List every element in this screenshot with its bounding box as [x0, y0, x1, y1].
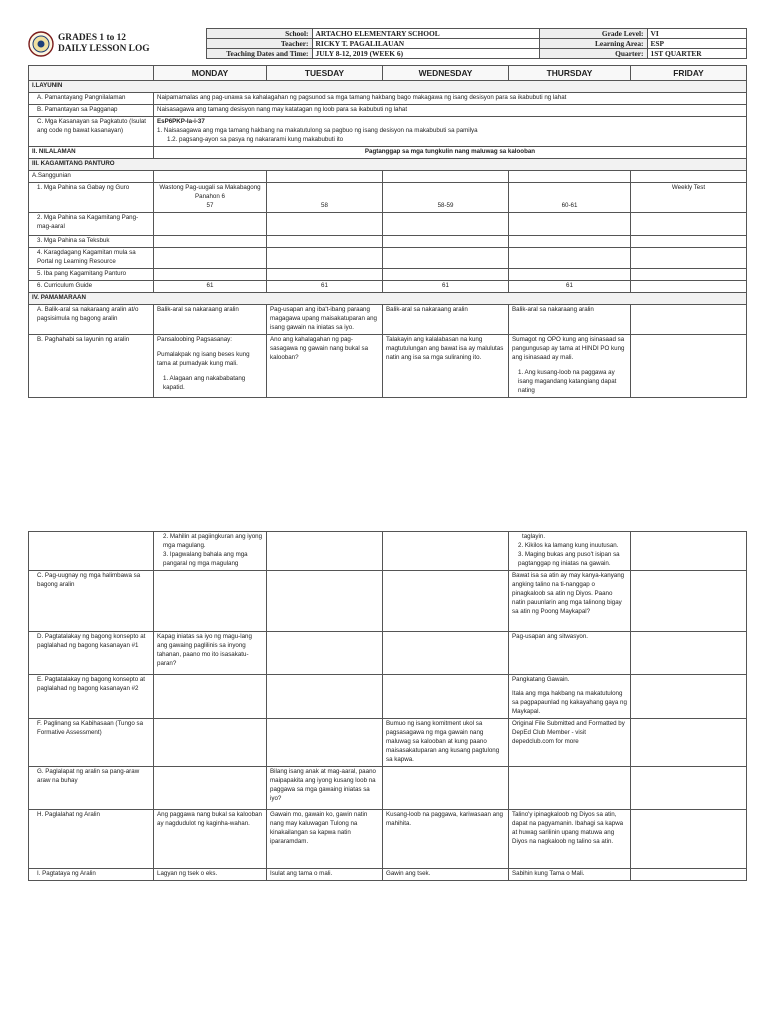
paglalahat-label: H. Paglalahat ng Aralin	[29, 809, 154, 868]
pagtatalakay-1-label: D. Pagtatalakay ng bagong konsepto at paglalahad ng bagong kasanayan #1	[29, 631, 154, 674]
pagtatalakay-2-thursday	[509, 674, 631, 718]
teacher-value: RICKY T. PAGALILAUAN	[312, 39, 539, 49]
day-monday: MONDAY	[154, 66, 267, 81]
pagtataya-tuesday: Isulat ang tama o mali.	[267, 868, 383, 880]
paghahabi-thursday	[509, 334, 631, 397]
section-layunin	[29, 81, 747, 93]
day-tuesday: TUESDAY	[267, 66, 383, 81]
paghahabi-wednesday: Talakayin ang kalalabasan na kung magtutulungan ang bawat isa ay malulutas natin ang isa sa mga suliraning ito.	[383, 334, 509, 397]
day-wednesday: WEDNESDAY	[383, 66, 509, 81]
gabay-guro-monday	[154, 183, 267, 213]
curriculum-guide-monday: 61	[154, 280, 267, 292]
row-b-text: Naisasagawa ang tamang desisyon nang may katatagan ng loob para sa ikabubuti ng lahat	[154, 105, 747, 117]
paghahabi-thursday-instruction: Sumagot ng OPO kung ang isinasaad sa pangungusap ay tama at HINDI PO kung ang isinasaad ay mali.	[512, 335, 625, 361]
gabay-guro-wednesday: 58-59	[383, 183, 509, 213]
learning-area-label: Learning Area:	[539, 39, 647, 49]
paglalahat-tuesday: Gawain mo, gawain ko, gawin natin nang may kaluwagan Tulong na kinakailangan sa kapwa natin ipararamdam.	[267, 809, 383, 868]
row-pagtataya	[29, 868, 747, 880]
day-thursday: THURSDAY	[509, 66, 631, 81]
lesson-log-title-grades: GRADES 1 to 12	[58, 32, 126, 43]
pag-uugnay-thursday: Bawat isa sa atin ay may kanya-kanyang angking talino na ti-nanggap o pinagkaloob sa atin ng Diyos. Paano natin pauunlarin ang mga talinong bigay sa atin ng Poong Maykapal?	[509, 570, 631, 631]
row-curriculum-guide	[29, 280, 747, 292]
day-header-blank	[29, 66, 154, 81]
row-c-label: C. Mga Kasanayan sa Pagkatuto (Isulat ang code ng bawat kasanayan)	[29, 117, 154, 147]
row-c-text	[154, 117, 747, 147]
pagtataya-label: I. Pagtataya ng Aralin	[29, 868, 154, 880]
section-nilalaman-label: II. NILALAMAN	[29, 147, 154, 159]
paghahabi-thursday-continued	[509, 532, 631, 571]
balik-aral-tuesday: Pag-usapan ang iba't-ibang paraang magagawa upang maisakatuparan ang isang gawain na iniatas sa iyo.	[267, 304, 383, 334]
pag-uugnay-label: C. Pag-uugnay ng mga halimbawa sa bagong aralin	[29, 570, 154, 631]
pagtataya-monday: Lagyan ng tsek o eks.	[154, 868, 267, 880]
pagtataya-wednesday: Gawin ang tsek.	[383, 868, 509, 880]
row-kasanayan	[29, 117, 747, 147]
paghahabi-thursday-item-3: 3. Maging bukas ang puso't isipan sa pagtanggap ng iniatas na gawain.	[518, 550, 620, 567]
deped-seal-icon	[28, 31, 54, 57]
section-layunin-label: I.LAYUNIN	[29, 81, 747, 93]
row-pamantayang-pangnilalaman	[29, 93, 747, 105]
row-paglalapat	[29, 766, 747, 809]
page-one	[28, 28, 746, 398]
paghahabi-label: B. Paghahabi sa layunin ng aralin	[29, 334, 154, 397]
paglinang-label: F. Paglinang sa Kabihasaan (Tungo sa Formative Assessment)	[29, 718, 154, 766]
paghahabi-thursday-item-2: 2. Kikilos ka lamang kung inuutusan.	[518, 541, 619, 549]
quarter-label: Quarter:	[539, 49, 647, 59]
balik-aral-thursday: Balik-aral sa nakaraang aralin	[509, 304, 631, 334]
paghahabi-monday-item-1: 1. Alagaan ang nakababatang kapatid.	[163, 374, 246, 391]
paghahabi-monday-item-3: 3. Ipagwalang bahala ang mga pangaral ng mga magulang	[163, 550, 248, 567]
lesson-table-page-one	[28, 65, 747, 398]
row-b-label: B. Pamantayan sa Pagganap	[29, 105, 154, 117]
paglalapat-label: G. Paglalapat ng aralin sa pang-araw araw na buhay	[29, 766, 154, 809]
curriculum-guide-wednesday: 61	[383, 280, 509, 292]
teksbuk-label: 3. Mga Pahina sa Teksbuk	[29, 236, 154, 248]
teaching-dates-label: Teaching Dates and Time:	[206, 49, 312, 59]
page-two	[28, 531, 746, 881]
row-paghahabi-continued	[29, 532, 747, 571]
pagtatalakay-2-label: E. Pagtatalakay ng bagong konsepto at paglalahad ng bagong kasanayan #2	[29, 674, 154, 718]
competency-item-1: 1. Naisasagawa ang mga tamang hakbang na makatutulong sa pagbuo ng isang desisyon na makabubuti sa pamilya	[157, 127, 478, 135]
row-iba-pang-kagamitan	[29, 268, 747, 280]
row-gabay-guro	[29, 183, 747, 213]
pagtatalakay-1-thursday: Pag-usapan ang sitwasyon.	[509, 631, 631, 674]
pagtataya-thursday: Sabihin kung Tama o Mali.	[509, 868, 631, 880]
row-nilalaman	[29, 147, 747, 159]
row-paglinang	[29, 718, 747, 766]
row-balik-aral	[29, 304, 747, 334]
row-pamantayan-pagganap	[29, 105, 747, 117]
kagamitang-mag-aaral-label: 2. Mga Pahina sa Kagamitang Pang-mag-aaral	[29, 213, 154, 236]
curriculum-guide-tuesday: 61	[267, 280, 383, 292]
competency-code: EsP6PKP-Ia-i-37	[157, 118, 205, 126]
row-a-label: A. Pamantayang Pangnilalaman	[29, 93, 154, 105]
gabay-guro-monday-page: 57	[206, 202, 214, 210]
sanggunian-label: A.Sanggunian	[29, 171, 154, 183]
balik-aral-wednesday: Balik-aral sa nakaraang aralin	[383, 304, 509, 334]
header-table	[28, 28, 747, 59]
row-teksbuk	[29, 236, 747, 248]
balik-aral-monday: Balik-aral sa nakaraang aralin	[154, 304, 267, 334]
row-pagtatalakay-2	[29, 674, 747, 718]
paghahabi-monday	[154, 334, 267, 397]
section-pamamaraan-label: IV. PAMAMARAAN	[29, 292, 747, 304]
learning-area-value: ESP	[647, 39, 746, 49]
section-pamamaraan	[29, 292, 747, 304]
paglinang-thursday: Original File Submitted and Formatted by DepEd Club Member - visit depedclub.com for more	[509, 718, 631, 766]
nilalaman-text: Pagtanggap sa mga tungkulin nang maluwag sa kalooban	[154, 147, 747, 159]
paghahabi-tuesday: Ano ang kahalagahan ng pag-sasagawa ng gawain nang bukal sa kalooban?	[267, 334, 383, 397]
curriculum-guide-label: 6. Curriculum Guide	[29, 280, 154, 292]
paglalahat-monday: Ang paggawa nang bukal sa kalooban ay nagdudulot ng kaginha-wahan.	[154, 809, 267, 868]
gabay-guro-friday: Weekly Test	[631, 183, 747, 213]
paglalahat-wednesday: Kusang-loob na paggawa, kariwasaan ang mahihita.	[383, 809, 509, 868]
grade-level-label: Grade Level:	[539, 29, 647, 39]
gabay-guro-label: 1. Mga Pahina sa Gabay ng Guro	[29, 183, 154, 213]
header-logo-cell	[28, 29, 206, 59]
iba-pang-kagamitan-label: 5. Iba pang Kagamitang Panturo	[29, 268, 154, 280]
portal-lr-label: 4. Karagdagang Kagamitan mula sa Portal ng Learning Resource	[29, 247, 154, 268]
teacher-label: Teacher:	[206, 39, 312, 49]
gabay-guro-tuesday: 58	[267, 183, 383, 213]
paglalapat-tuesday: Bilang isang anak at mag-aaral, paano maipapakita ang iyong kusang loob na paggawa sa mga gawaing iniatas sa iyo?	[267, 766, 383, 809]
row-pagtatalakay-1	[29, 631, 747, 674]
row-paghahabi	[29, 334, 747, 397]
row-paglalahat	[29, 809, 747, 868]
row-portal-lr	[29, 247, 747, 268]
paghahabi-monday-continued	[154, 532, 267, 571]
school-label: School:	[206, 29, 312, 39]
gabay-guro-book: Wastong Pag-uugali sa Makabagong Panahon 6	[159, 184, 261, 201]
lesson-table-page-two	[28, 531, 747, 881]
row-kagamitang-mag-aaral	[29, 213, 747, 236]
balik-aral-label: A. Balik-aral sa nakaraang aralin at/o pagsisimula ng bagong aralin	[29, 304, 154, 334]
row-sanggunian	[29, 171, 747, 183]
grade-level-value: VI	[647, 29, 746, 39]
curriculum-guide-thursday: 61	[509, 280, 631, 292]
paghahabi-monday-instruction: Pumalakpak ng isang beses kung tama at pumadyak kung mali.	[157, 350, 250, 367]
teaching-dates-value: JULY 8-12, 2019 (WEEK 6)	[312, 49, 539, 59]
row-pag-uugnay	[29, 570, 747, 631]
paghahabi-thursday-item-1: 1. Ang kusang-loob na paggawa ay isang magandang katangiang dapat nating	[518, 368, 617, 394]
competency-item-2: 1.2. pagsang-ayon sa pasya ng nakararami kung makabubuti ito	[167, 136, 344, 144]
section-kagamitan-label: III. KAGAMITANG PANTURO	[29, 159, 747, 171]
gabay-guro-thursday: 60-61	[509, 183, 631, 213]
paghahabi-monday-title: Pansaloobing Pagsasanay:	[157, 335, 232, 343]
quarter-value: 1ST QUARTER	[647, 49, 746, 59]
row-a-text: Naipamamalas ang pag-unawa sa kahalagahan ng pagsunod sa mga tamang hakbang bago makagawa ng isang desisyon para sa ikabubuti ng lahat	[154, 93, 747, 105]
pagtatalakay-2-thursday-text: Itala ang mga hakbang na makatutulong sa pagpapaunlad ng kakayahang gaya ng Maykapal.	[512, 689, 627, 715]
paglinang-wednesday: Bumuo ng isang komitment ukol sa pagsasagawa ng mga gawain nang maluwag sa kalooban at kung paano maisasakatuparan ang kusang pagtulong sa kapwa.	[383, 718, 509, 766]
day-friday: FRIDAY	[631, 66, 747, 81]
school-value: ARTACHO ELEMENTARY SCHOOL	[312, 29, 539, 39]
day-header-row	[29, 66, 747, 81]
paghahabi-monday-item-2: 2. Mahilin at pagiingkuran ang iyong mga magulang.	[163, 533, 263, 549]
paglalahat-thursday: Talino'y ipinagkaloob ng Diyos sa atin, dapat na pagyamanin. Ibahagi sa kapwa at huwag sarilinin upang matuwa ang Diyos na nagkaloob ng talino sa atin.	[509, 809, 631, 868]
pagtatalakay-2-thursday-title: Pangkatang Gawain.	[512, 675, 570, 683]
lesson-log-title-daily: DAILY LESSON LOG	[58, 43, 150, 54]
pagtatalakay-1-monday: Kapag iniatas sa iyo ng magu-lang ang gawaing paglilinis sa inyong tahanan, paano mo ito isasakatu-paran?	[154, 631, 267, 674]
section-kagamitan	[29, 159, 747, 171]
paghahabi-thursday-item-1-end: taglayin.	[522, 533, 546, 540]
